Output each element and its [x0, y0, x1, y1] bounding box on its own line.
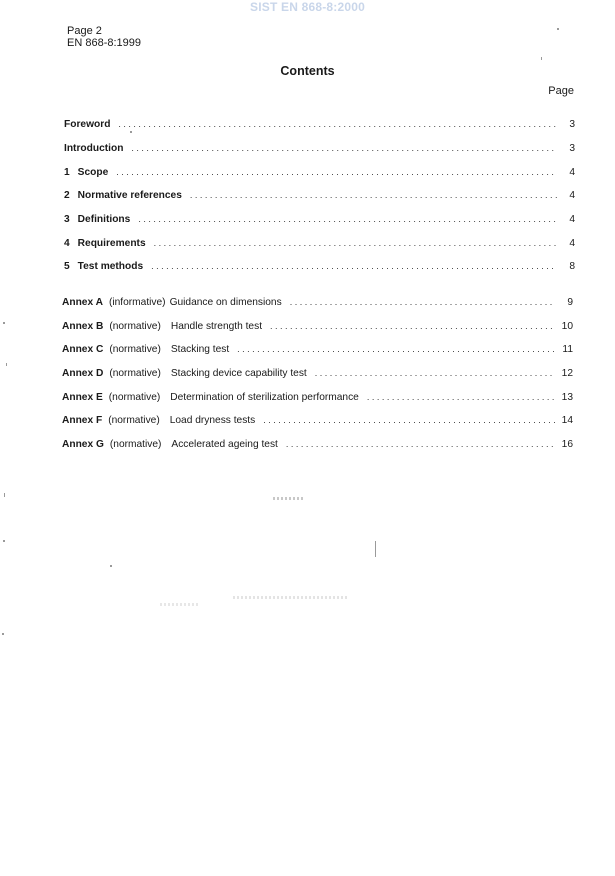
annex-id: Annex B [62, 321, 104, 332]
toc-entry-annex-a[interactable] [62, 292, 573, 308]
toc-entry-number: 1 [64, 167, 70, 178]
dot-leader [190, 190, 557, 201]
scan-speck [3, 540, 5, 542]
scan-speck [4, 493, 5, 497]
scan-speck [2, 633, 4, 635]
scan-speck [110, 565, 112, 567]
dot-leader [131, 143, 557, 154]
toc-entry-annex-c[interactable] [62, 339, 573, 355]
toc-entry-scope[interactable] [64, 162, 575, 178]
annex-type: (normative) [109, 344, 161, 355]
annex-type: (informative) [108, 297, 166, 308]
page-title: Contents [280, 64, 335, 78]
annex-id: Annex F [62, 415, 103, 426]
dot-leader [116, 167, 557, 178]
toc-entry-title: Foreword [64, 119, 111, 130]
dot-leader [138, 214, 557, 225]
annex-id: Annex C [62, 344, 104, 355]
dot-leader [154, 238, 557, 249]
toc-entry-title: Test methods [77, 261, 144, 272]
toc-entry-definitions[interactable] [64, 209, 575, 225]
toc-entry-page: 8 [569, 261, 575, 272]
toc-entry-annex-e[interactable] [62, 387, 573, 403]
dot-leader [151, 261, 557, 272]
toc-entry-title: Normative references [77, 190, 182, 201]
annex-type: (normative) [108, 415, 160, 426]
toc-entry-title: Definitions [77, 214, 131, 225]
annex-type: (normative) [109, 368, 161, 379]
annex-title: Load dryness tests [169, 415, 256, 426]
toc-entry-page: 4 [569, 190, 575, 201]
dot-leader [286, 439, 555, 450]
toc-entry-number: 2 [64, 190, 70, 201]
toc-entry-requirements[interactable] [64, 233, 575, 249]
annex-title: Stacking test [170, 344, 230, 355]
scan-smudge [160, 603, 198, 606]
toc-entry-annex-d[interactable] [62, 363, 573, 379]
toc-entry-annex-g[interactable] [62, 434, 573, 450]
toc-entry-annex-f[interactable] [62, 410, 573, 426]
dot-leader [263, 415, 555, 426]
dot-leader [237, 344, 555, 355]
toc-entry-page: 4 [569, 167, 575, 178]
annex-id: Annex E [62, 392, 103, 403]
toc-entry-page: 14 [561, 415, 573, 426]
toc-entry-page: 4 [569, 238, 575, 249]
scan-speck [557, 28, 559, 30]
toc-entry-number: 5 [64, 261, 70, 272]
toc-entry-introduction[interactable] [64, 138, 575, 154]
scan-speck [3, 322, 5, 324]
annex-type: (normative) [109, 321, 161, 332]
toc-entry-title: Requirements [77, 238, 146, 249]
toc-entry-title: Introduction [64, 143, 124, 154]
annex-id: Annex A [62, 297, 103, 308]
dot-leader [270, 321, 555, 332]
annex-title: Stacking device capability test [170, 368, 307, 379]
toc-entry-test-methods[interactable] [64, 256, 575, 272]
dot-leader [315, 368, 555, 379]
annex-type: (normative) [108, 392, 161, 403]
scan-speck [6, 363, 7, 366]
dot-leader [118, 119, 557, 130]
annex-title: Accelerated ageing test [171, 439, 278, 450]
scan-speck [541, 57, 542, 60]
scan-smudge [273, 497, 303, 500]
toc-entry-title: Scope [77, 167, 109, 178]
toc-entry-page: 13 [561, 392, 573, 403]
dot-leader [367, 392, 555, 403]
annex-title: Guidance on dimensions [169, 297, 282, 308]
annex-id: Annex G [62, 439, 104, 450]
toc-entry-foreword[interactable] [64, 114, 575, 130]
toc-entry-page: 10 [561, 321, 573, 332]
annex-title: Determination of sterilization performance [170, 392, 359, 403]
toc-entry-normative-references[interactable] [64, 185, 575, 201]
toc-entry-page: 11 [562, 344, 573, 355]
scan-smudge [233, 596, 348, 599]
annex-type: (normative) [109, 439, 162, 450]
annex-id: Annex D [62, 368, 104, 379]
watermark: SIST EN 868-8:2000 [250, 0, 365, 14]
document-id: EN 868-8:1999 [67, 37, 141, 49]
toc-entry-page: 16 [561, 439, 573, 450]
toc-entry-number: 4 [64, 238, 70, 249]
page-column-label: Page [548, 85, 574, 97]
toc-entry-annex-b[interactable] [62, 316, 573, 332]
toc-entry-page: 9 [567, 297, 573, 308]
annex-title: Handle strength test [170, 321, 263, 332]
toc-entry-page: 4 [569, 214, 575, 225]
page-number: Page 2 [67, 25, 102, 37]
dot-leader [290, 297, 555, 308]
toc-entry-page: 3 [569, 143, 575, 154]
scan-speck [375, 541, 376, 557]
toc-entry-page: 3 [569, 119, 575, 130]
scan-speck [130, 131, 132, 133]
toc-entry-number: 3 [64, 214, 70, 225]
toc-entry-page: 12 [561, 368, 573, 379]
